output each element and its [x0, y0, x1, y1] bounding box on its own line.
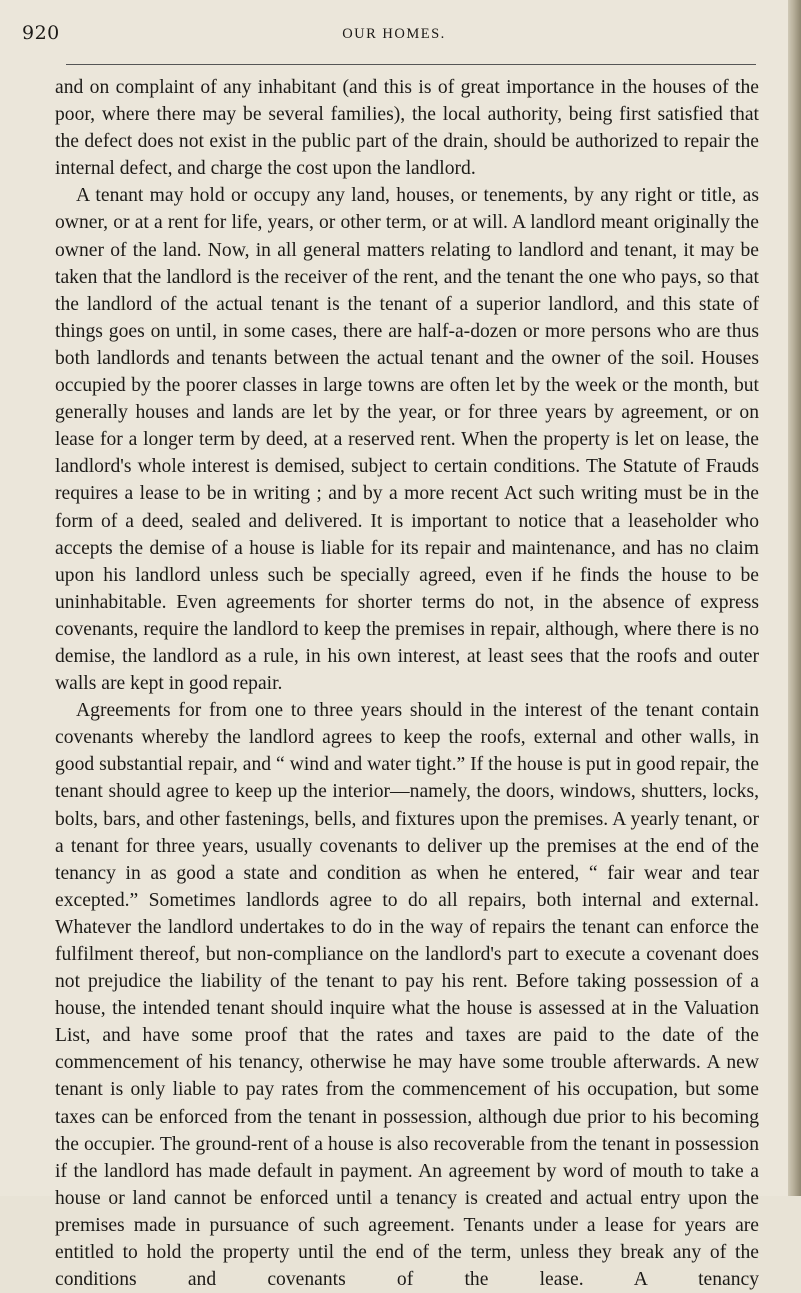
body-text [55, 74, 759, 1293]
paragraph: Agreements for from one to three years should in the interest of the tenant contain covenants whereby the landlord agrees to keep the roofs, external and other walls, in good substantial repair, and “ wind and water tight.” If the house is put in good repair, the tenant should agree to keep up the interior—namely, the doors, windows, shutters, locks, bolts, bars, and other fastenings, bells, and fixtures upon the premises. A yearly tenant, or a tenant for three years, usually covenants to deliver up the premises at the end of the tenancy in as good a state and condition as when he entered, “ fair wear and tear excepted.” Sometimes landlords agree to do all repairs, both internal and external. Whatever the landlord undertakes to do in the way of repairs the tenant can enforce the fulfilment thereof, but non-compliance on the landlord's part to execute a covenant does not prejudice the liability of the tenant to pay his rent. Before taking possession of a house, the intended tenant should inquire what the house is assessed at in the Valuation List, and have some proof that the rates and taxes are paid to the date of the commencement of his tenancy, otherwise he may have some trouble afterwards. A new tenant is only liable to pay rates from the commencement of his occupation, but some taxes can be enforced from the tenant in possession, although due prior to his becoming the occupier. The ground-rent of a house is also recoverable from the tenant in possession if the landlord has made default in payment. An agreement by word of mouth to take a house or land cannot be enforced until a tenancy is created and actual entry upon the premises made in pursuance of such agreement. Tenants under a lease for years are entitled to hold the property until the end of the term, unless they break any of the conditions and covenants of the lease. A tenancy [55, 700, 759, 1291]
page-edge [788, 0, 801, 1196]
running-head: OUR HOMES. [342, 26, 446, 42]
page-number: 920 [22, 22, 60, 44]
paragraph: and on complaint of any inhabitant (and this is of great importance in the houses of the poor, where there may be several families), the local authority, being first satisfied that the defect does not exist in the public part of the drain, should be authorized to repair the internal defect, and charge the cost upon the landlord. [55, 77, 759, 180]
page-header [0, 22, 788, 56]
header-rule [66, 64, 756, 65]
paragraph: A tenant may hold or occupy any land, houses, or tenements, by any right or title, as owner, or at a rent for life, years, or other term, or at will. A landlord meant originally the owner of the land. Now, in all general matters relating to landlord and tenant, it may be taken that the landlord is the receiver of the rent, and the tenant the one who pays, so that the landlord of the actual tenant is the tenant of a superior landlord, and this state of things goes on until, in some cases, there are half-a-dozen or more persons who are thus both landlords and tenants between the actual tenant and the owner of the soil. Houses occupied by the poorer classes in large towns are often let by the week or the month, but generally houses and lands are let by the year, or for three years by agreement, or on lease for a longer term by deed, at a reserved rent. When the property is let on lease, the landlord's whole interest is demised, subject to certain conditions. The Statute of Frauds requires a lease to be in writing ; and by a more recent Act such writing must be in the form of a deed, sealed and delivered. It is important to notice that a leaseholder who accepts the demise of a house is liable for its repair and maintenance, and has no claim upon his landlord unless such be specially agreed, even if he finds the house to be uninhabitable. Even agreements for shorter terms do not, in the absence of express covenants, require the landlord to keep the premises in repair, although, where there is no demise, the landlord as a rule, in his own interest, at least sees that the roofs and outer walls are kept in good repair. [55, 185, 759, 695]
